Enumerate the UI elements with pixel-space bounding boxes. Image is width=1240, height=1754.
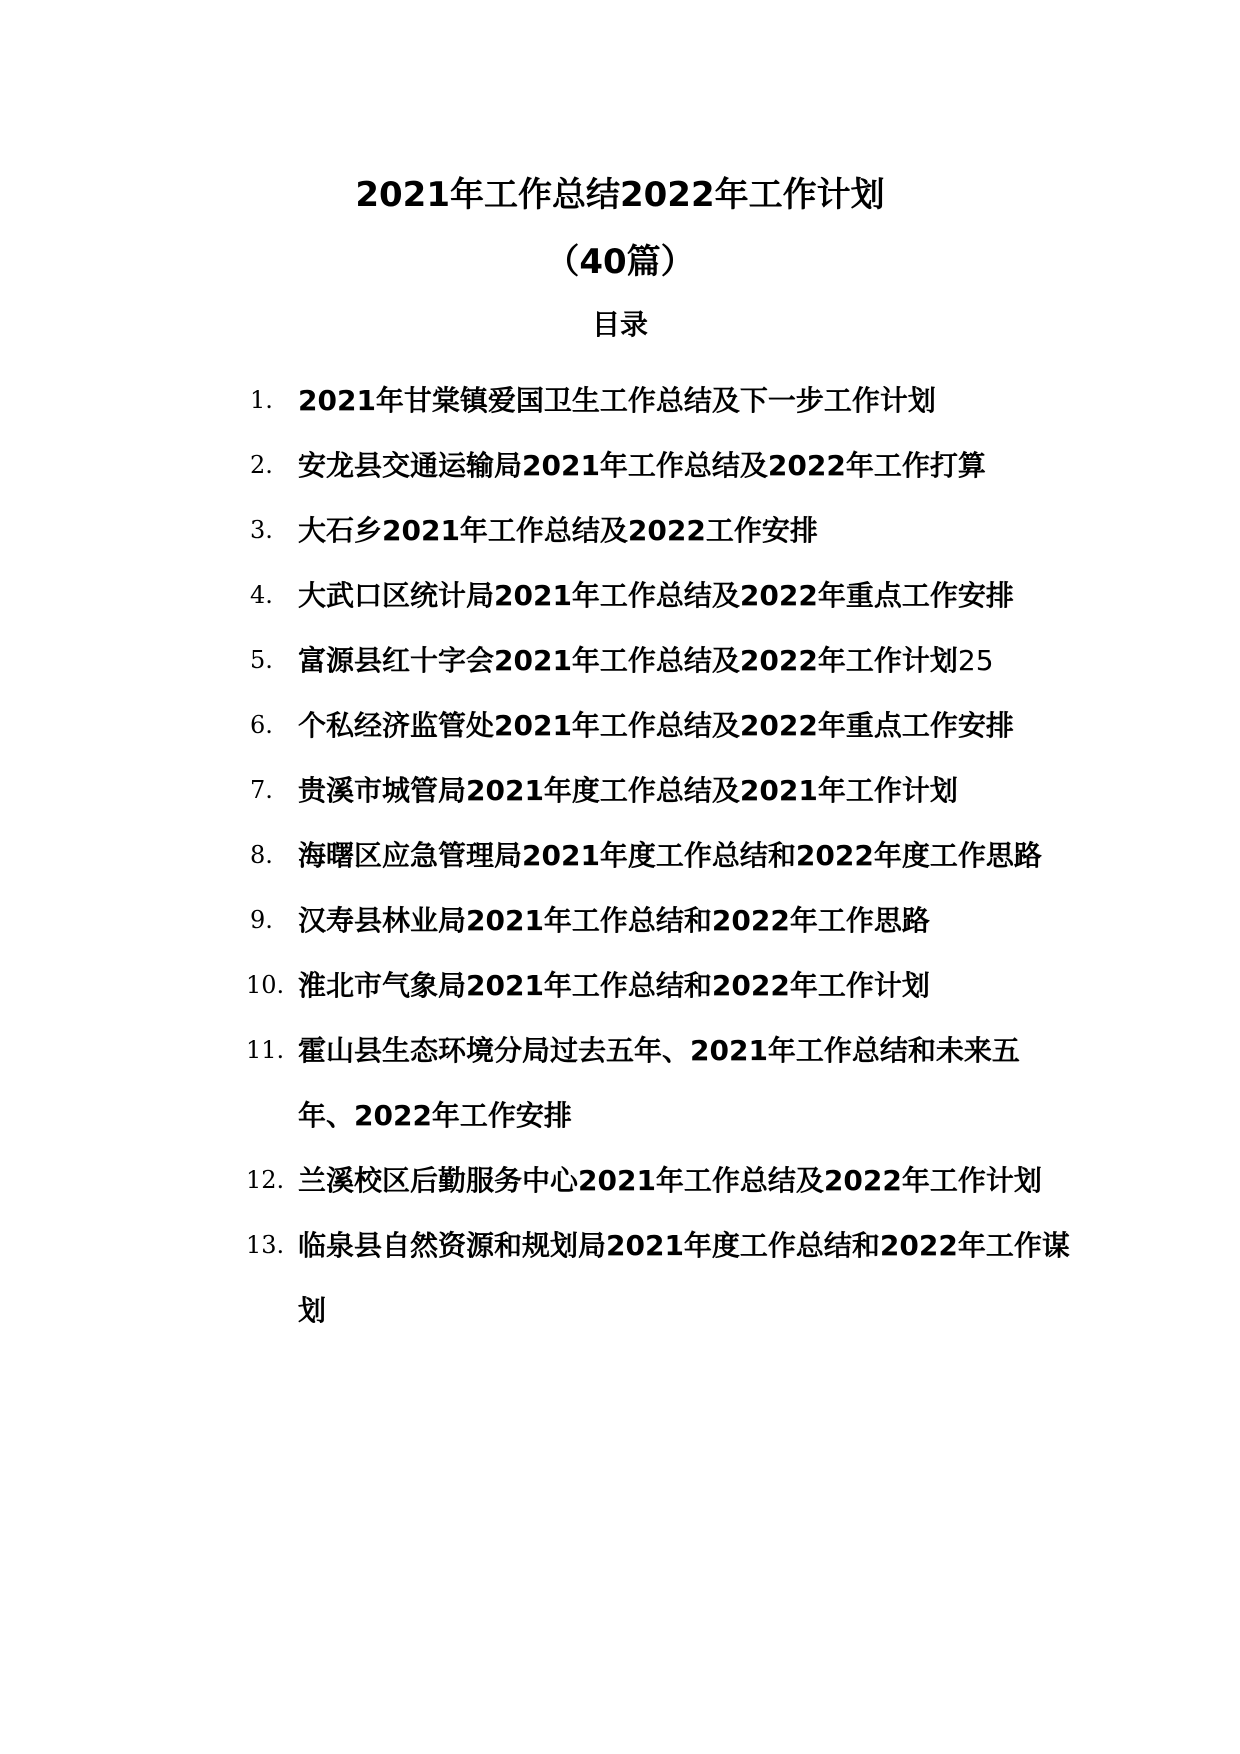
toc-item[interactable] <box>246 1213 1070 1343</box>
toc-item-title: 淮北市气象局2021年工作总结和2022年工作计划 <box>298 969 930 1002</box>
toc-item[interactable] <box>250 823 1070 888</box>
toc-item[interactable] <box>250 433 1070 498</box>
toc-item-title: 大石乡2021年工作总结及2022工作安排 <box>298 514 818 547</box>
toc-item-number: 7. <box>250 776 273 804</box>
toc-item-title: 个私经济监管处2021年工作总结及2022年重点工作安排 <box>298 709 1014 742</box>
toc-item-number: 3. <box>250 516 273 544</box>
toc-item-title: 大武口区统计局2021年工作总结及2022年重点工作安排 <box>298 579 1014 612</box>
document-title: 2021年工作总结2022年工作计划 <box>355 175 885 215</box>
toc-item[interactable] <box>246 1148 1070 1213</box>
document-subtitle: （40篇） <box>545 242 695 282</box>
toc-item[interactable] <box>250 563 1070 628</box>
toc-item[interactable] <box>250 888 1070 953</box>
toc-item[interactable] <box>246 953 1070 1018</box>
toc-item-number: 11. <box>246 1036 285 1064</box>
toc-item-title: 2021年甘棠镇爱国卫生工作总结及下一步工作计划 <box>298 384 936 417</box>
toc-item-page-number: 25 <box>957 644 994 677</box>
toc-item-title: 临泉县自然资源和规划局2021年度工作总结和2022年工作谋划 <box>298 1229 1070 1327</box>
toc-item-number: 9. <box>250 906 273 934</box>
toc-item-number: 6. <box>250 711 273 739</box>
toc-heading: 目录 <box>591 308 648 341</box>
toc-item-number: 13. <box>246 1231 285 1259</box>
toc-item-title: 海曙区应急管理局2021年度工作总结和2022年度工作思路 <box>298 839 1042 872</box>
toc-item-title: 富源县红十字会2021年工作总结及2022年工作计划 <box>298 644 958 677</box>
toc-item[interactable] <box>246 1018 1070 1148</box>
toc-item-number: 2. <box>250 451 273 479</box>
toc-item[interactable] <box>250 498 1070 563</box>
toc-item-number: 12. <box>246 1166 285 1194</box>
toc-item-number: 4. <box>250 581 273 609</box>
toc-item-title: 汉寿县林业局2021年工作总结和2022年工作思路 <box>298 904 930 937</box>
toc-item[interactable] <box>250 758 1070 823</box>
toc-item-number: 1. <box>250 386 273 414</box>
toc-item-number: 5. <box>250 646 273 674</box>
toc-item-title: 兰溪校区后勤服务中心2021年工作总结及2022年工作计划 <box>298 1164 1042 1197</box>
toc-item[interactable] <box>250 693 1070 758</box>
toc-item-title: 安龙县交通运输局2021年工作总结及2022年工作打算 <box>298 449 986 482</box>
toc-item-title: 霍山县生态环境分局过去五年、2021年工作总结和未来五年、2022年工作安排 <box>298 1034 1020 1132</box>
table-of-contents <box>246 368 1070 1343</box>
toc-item-number: 8. <box>250 841 273 869</box>
toc-item-title: 贵溪市城管局2021年度工作总结及2021年工作计划 <box>298 774 958 807</box>
toc-item[interactable] <box>250 368 1070 433</box>
toc-item-number: 10. <box>246 971 285 999</box>
toc-item[interactable] <box>250 628 1070 693</box>
